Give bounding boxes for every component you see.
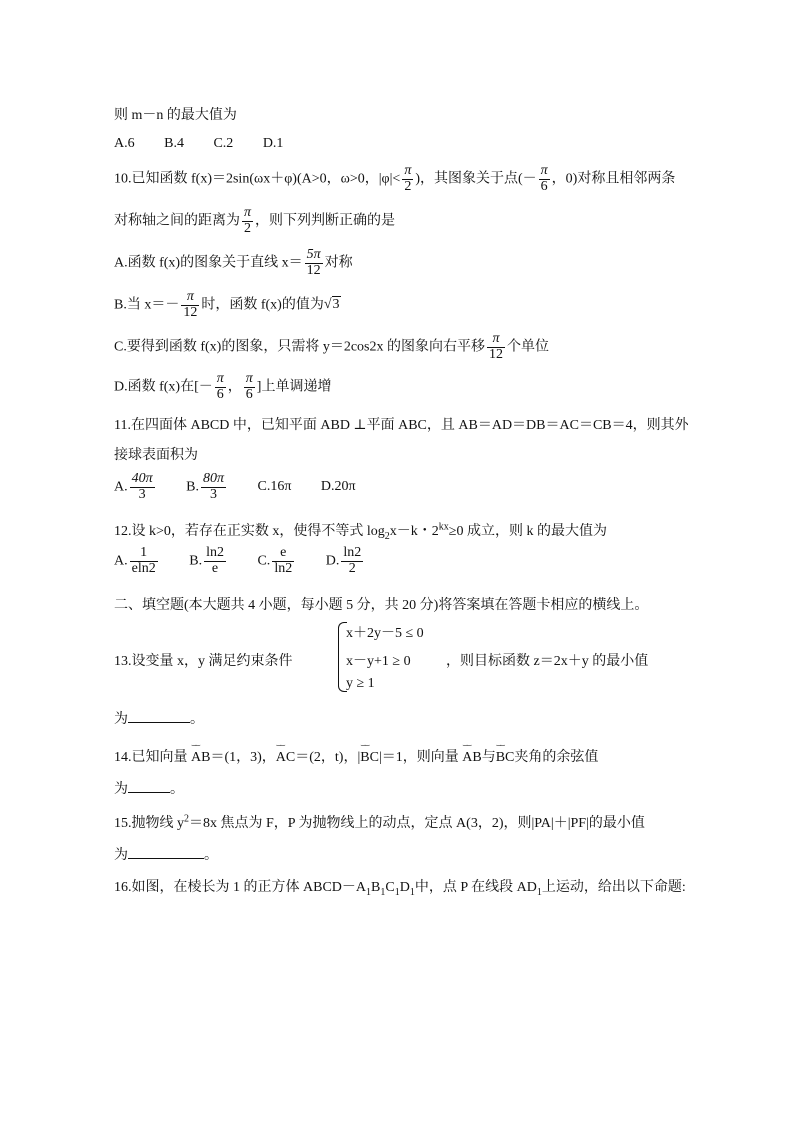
answer-blank — [128, 792, 170, 793]
q14-text: 。 — [170, 782, 184, 797]
q12-text: ≥0 成立，则 k 的最大值为 — [448, 524, 607, 539]
q16-text: 上运动，给出以下命题: — [541, 880, 686, 895]
q15-text: 15.抛物线 y — [114, 816, 184, 831]
superscript: kx — [438, 521, 449, 533]
q10-option-text: B.当 x＝－ — [114, 297, 180, 313]
option-letter: A. — [114, 553, 128, 569]
q10-option-text: 时，函数 f(x)的值为 — [201, 297, 324, 313]
subscript: 1 — [409, 886, 415, 898]
q14-text: 为 — [114, 782, 128, 797]
frac-den: 3 — [209, 486, 217, 502]
answer-blank — [128, 858, 204, 859]
constraint-1: x＋2y－5 ≤ 0 — [346, 626, 424, 641]
q14-text: |＝1，则向量 — [378, 750, 463, 765]
q11-option-c: C.16π — [257, 479, 292, 495]
section-2-heading: 二、填空题(本大题共 4 小题，每小题 5 分，共 20 分)将答案填在答题卡相应的横线上。 — [114, 598, 649, 613]
q10-option-text: D.函数 f(x)在[－ — [114, 379, 213, 395]
q10-option-text: 对称 — [324, 255, 353, 271]
fraction-pi-over-12 — [487, 332, 505, 362]
fraction — [130, 472, 155, 502]
q16-text: 16.如图，在棱长为 1 的正方体 ABCD－A — [114, 880, 367, 895]
q11-option-d: D.20π — [320, 479, 356, 495]
frac-num: e — [272, 546, 294, 562]
fraction — [204, 546, 226, 576]
fraction-pi-over-6 — [215, 372, 226, 402]
q16-text: C — [385, 880, 395, 895]
frac-den: e — [211, 560, 219, 576]
frac-den: 12 — [306, 262, 321, 278]
q15-text: ＝8x 焦点为 F，P 为抛物线上的动点，定点 A(3，2)，则|PA|＋|PF|的最小值 — [189, 816, 645, 831]
question-12-options — [114, 546, 391, 576]
q14-text: 14.已知向量 — [114, 750, 191, 765]
q10-text: ，0)对称且相邻两条 — [551, 171, 676, 187]
sqrt-radicand: 3 — [332, 297, 340, 313]
subscript: 1 — [366, 886, 372, 898]
question-10-line-1 — [114, 164, 675, 194]
question-15-line-1 — [114, 812, 645, 832]
q14-text: 与 — [481, 750, 496, 765]
frac-num: π — [245, 371, 253, 386]
q10-text: 10.已知函数 f(x)＝2sin(ωx＋φ)(A>0，ω>0，|φ|< — [114, 171, 401, 187]
frac-den: 12 — [489, 346, 503, 362]
answer-blank — [128, 722, 190, 723]
frac-num: π — [181, 290, 199, 306]
question-13-text-a: 13.设变量 x，y 满足约束条件 — [114, 654, 293, 669]
question-10-option-a — [114, 248, 353, 278]
vector-bc: ⌣⌣ BC — [496, 750, 515, 766]
question-14-line-1 — [114, 746, 598, 766]
constraint-2: x－y+1 ≥ 0 — [346, 654, 411, 669]
fraction-pi-over-2 — [402, 164, 413, 194]
q14-text: ＝(1，3)， — [210, 750, 276, 765]
q10-text: )，其图象关于点(－ — [415, 171, 537, 187]
question-9-options — [114, 136, 309, 152]
q12-text: 12.设 k>0，若存在正实数 x，使得不等式 log — [114, 524, 385, 539]
fraction-5pi-over-12 — [305, 248, 323, 278]
q9-option-b: B.4 — [164, 136, 184, 151]
subscript: 2 — [384, 530, 390, 542]
sqrt-symbol: √3 — [323, 297, 340, 313]
superscript: 2 — [184, 813, 189, 825]
q10-option-text: ， — [227, 379, 242, 395]
vector-ab: ⌣⌣ AB — [191, 750, 210, 766]
frac-den: 6 — [245, 386, 253, 402]
frac-den: 3 — [138, 486, 146, 502]
frac-num: 40π — [131, 471, 153, 486]
frac-num: π — [244, 205, 252, 220]
frac-num: 5π — [306, 247, 321, 262]
frac-num: π — [540, 163, 548, 178]
fraction-pi-over-12 — [181, 290, 199, 320]
q16-text: D — [399, 880, 410, 895]
vector-bc: ⌣⌣ BC — [360, 750, 379, 766]
q9-option-a: A.6 — [114, 136, 135, 151]
question-13-line-2 — [114, 708, 204, 728]
fraction-pi-over-6 — [539, 164, 550, 194]
q15-text: 。 — [204, 848, 218, 863]
q12-text: x－k・2 — [389, 524, 439, 539]
question-10-option-c — [114, 332, 549, 362]
question-10-option-b — [114, 290, 341, 320]
q13-text: 。 — [190, 712, 204, 727]
q10-text: 对称轴之间的距离为 — [114, 213, 240, 229]
question-14-line-2 — [114, 778, 184, 798]
q9-option-c: C.2 — [213, 136, 234, 151]
frac-den: 12 — [183, 304, 198, 320]
q10-option-text: C.要得到函数 f(x)的图象，只需将 y＝2cos2x 的图象向右平移 — [114, 339, 485, 355]
question-9-stem-tail: 则 m－n 的最大值为 — [114, 108, 237, 123]
fraction-pi-over-2 — [242, 206, 253, 236]
frac-num: ln2 — [206, 545, 224, 560]
q14-text: 夹角的余弦值 — [514, 750, 599, 765]
frac-num: π — [216, 371, 224, 386]
question-10-line-2 — [114, 206, 395, 236]
q11-option-b — [186, 472, 228, 502]
subscript: 1 — [394, 886, 400, 898]
q12-option-a — [114, 546, 160, 576]
frac-den: 6 — [540, 178, 548, 194]
question-11-line-1: 11.在四面体 ABCD 中，已知平面 ABD ⊥平面 ABC，且 AB＝AD＝DB＝AC＝CB＝4，则其外 — [114, 418, 689, 433]
frac-den: 2 — [404, 178, 412, 194]
q16-text: B — [371, 880, 381, 895]
question-15-line-2 — [114, 844, 218, 864]
option-letter: A. — [114, 479, 128, 495]
option-letter: C. — [257, 553, 271, 569]
frac-num: π — [487, 332, 505, 348]
frac-den: 6 — [216, 386, 224, 402]
fraction — [201, 472, 226, 502]
q16-text: 中，点 P 在线段 AD — [414, 880, 537, 895]
vector-ab: ⌣⌣ AB — [462, 750, 481, 766]
q13-text: 为 — [114, 712, 128, 727]
frac-num: 80π — [202, 471, 224, 486]
q11-option-a — [114, 472, 157, 502]
question-10-option-d — [114, 372, 331, 402]
question-11-line-2: 接球表面积为 — [114, 448, 198, 463]
option-letter: D. — [325, 553, 340, 569]
option-letter: B. — [189, 553, 203, 569]
frac-den: 2 — [348, 560, 356, 576]
question-11-options — [114, 472, 382, 502]
frac-den: ln2 — [274, 560, 293, 576]
q14-text: ＝(2，t)，| — [295, 750, 361, 765]
constraint-3: y ≥ 1 — [346, 676, 375, 691]
vector-ac: ⌣⌣ AC — [276, 750, 295, 766]
fraction-pi-over-6 — [244, 372, 255, 402]
frac-den: 2 — [244, 220, 251, 236]
frac-num: ln2 — [343, 545, 362, 560]
subscript: 1 — [536, 886, 542, 898]
fraction — [341, 546, 363, 576]
q12-option-d — [326, 546, 366, 576]
question-13-text-b: ，则目标函数 z＝2x＋y 的最小值 — [446, 654, 649, 669]
frac-den: eln2 — [131, 560, 156, 576]
frac-num: 1 — [130, 546, 158, 562]
frac-num: π — [404, 163, 412, 178]
question-16-line-1 — [114, 876, 686, 898]
q10-option-text: ]上单调递增 — [256, 379, 332, 395]
q9-option-d: D.1 — [262, 136, 284, 151]
subscript: 1 — [380, 886, 386, 898]
q10-option-text: A.函数 f(x)的图象关于直线 x＝ — [114, 255, 303, 271]
q10-text: ，则下列判断正确的是 — [255, 213, 396, 229]
fraction — [130, 546, 158, 576]
question-12-line-1 — [114, 520, 607, 542]
q15-text: 为 — [114, 848, 128, 863]
q12-option-b — [189, 546, 228, 576]
q12-option-c — [257, 546, 296, 576]
fraction — [272, 546, 294, 576]
option-letter: B. — [186, 479, 199, 495]
q10-option-text: 个单位 — [507, 339, 549, 355]
